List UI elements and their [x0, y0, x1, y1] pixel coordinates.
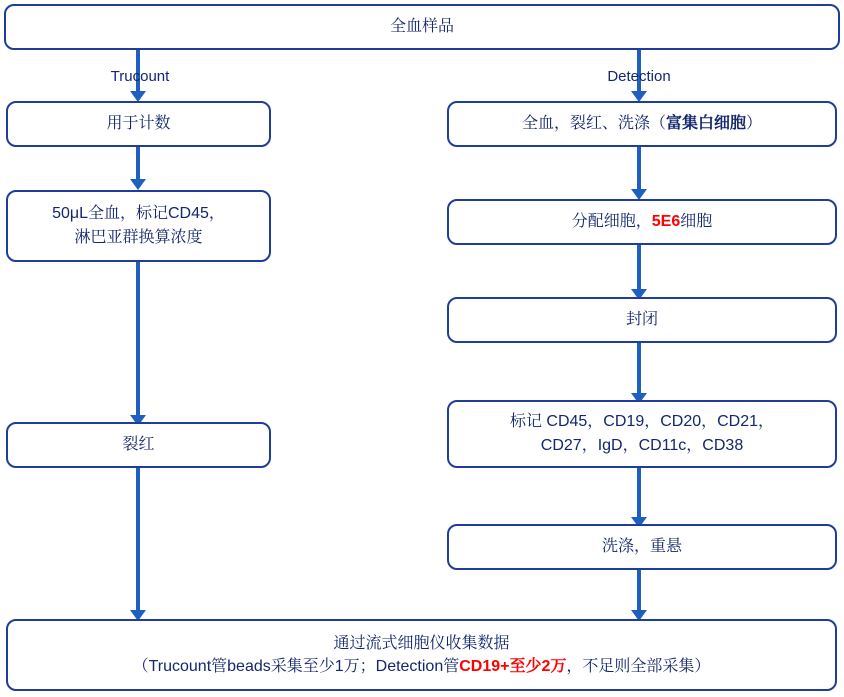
node-label-line1: 50μL全血，标记CD45， — [52, 205, 225, 222]
node-flow-cytometry-acquisition — [6, 619, 837, 691]
node-lyse-wash-enrich — [447, 101, 837, 147]
node-cd45-labeling — [6, 190, 271, 262]
node-label: 用于计数 — [106, 115, 171, 133]
node-blocking — [447, 297, 837, 343]
arrow-right-1 — [637, 147, 641, 191]
final-node-line2 — [18, 655, 825, 678]
node-label — [572, 210, 713, 233]
node-label — [522, 112, 762, 135]
node-for-counting — [6, 101, 271, 147]
arrow-right-2 — [637, 245, 641, 291]
node-label-highlight: 富集白细胞 — [665, 115, 746, 133]
final-node-line2-highlight: CD19+至少2万 — [459, 658, 567, 675]
node-label: 裂红 — [122, 436, 155, 454]
arrow-right-5 — [637, 570, 641, 612]
branch-label-detection: Detection — [607, 68, 671, 85]
node-label-line2: CD27，IgD，CD11c，CD38 — [540, 437, 744, 454]
node-whole-blood-sample — [4, 4, 840, 50]
node-label-prefix: 分配细胞， — [571, 213, 652, 231]
node-lyse-red-left — [6, 422, 271, 468]
arrow-left-1 — [136, 147, 140, 181]
node-label-suffix: 细胞 — [680, 213, 713, 231]
arrow-head-left-1 — [130, 179, 146, 190]
node-marker-panel — [447, 400, 837, 468]
node-label-prefix: 全血，裂红、洗涤（ — [521, 115, 666, 133]
node-label: 全血样品 — [389, 18, 454, 36]
arrow-right-4 — [637, 468, 641, 519]
final-node-line1: 通过流式细胞仪收集数据 — [333, 634, 510, 652]
node-label: 封闭 — [625, 311, 658, 329]
node-label-line1: 标记 CD45，CD19，CD20，CD21， — [509, 413, 775, 430]
node-wash-resuspend — [447, 524, 837, 570]
branch-label-trucount: Trucount — [110, 68, 170, 85]
node-aliquot-cells — [447, 199, 837, 245]
node-label-line2: 淋巴亚群换算浓度 — [74, 229, 203, 246]
arrow-left-2 — [136, 262, 140, 417]
final-node-line2-part2: ，不足则全部采集） — [566, 658, 711, 675]
final-node-line2-part1: （Trucount管beads采集至少1万；Detection管 — [132, 658, 460, 675]
node-label: 洗涤，重悬 — [601, 538, 682, 556]
arrow-left-3 — [136, 468, 140, 612]
node-label-highlight: 5E6 — [651, 213, 681, 231]
node-label-suffix: ） — [746, 115, 763, 133]
arrow-right-3 — [637, 343, 641, 395]
